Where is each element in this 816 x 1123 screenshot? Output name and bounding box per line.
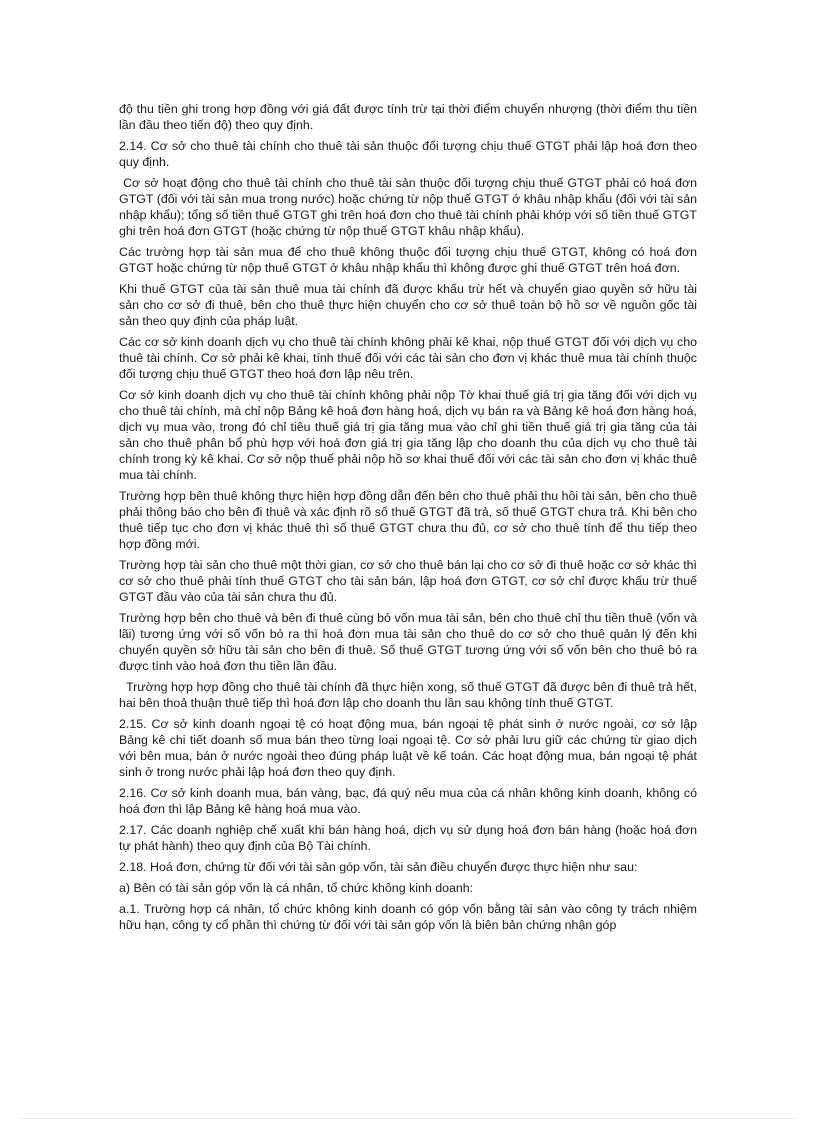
paragraph-9: Trường hợp tài sản cho thuê một thời gian, cơ sở cho thuê bán lại cho cơ sở đi thuê hoặc cơ sở khác thì cơ sở cho thuê phải tính thuế GTGT cho tài sản bán, lập hoá đơn GTGT, cơ sở chỉ được khấu trừ thuế GTGT đầu vào của tài sản chưa thu đủ. xyxy=(119,558,701,604)
page-bottom-divider xyxy=(20,1118,796,1119)
document-page xyxy=(119,101,701,938)
paragraph-10: Trường hợp bên cho thuê và bên đi thuê cùng bỏ vốn mua tài sản, bên cho thuê chỉ thu tiền thuê (vốn và lãi) tương ứng với số vốn bỏ ra thì hoá đơn mua tài sản cho thuê do cơ sở cho thuê quản lý đến khi chuyển quyền sở hữu tài sản cho bên đi thuê. Số thuế GTGT tương ứng với số vốn bên cho thuê bỏ ra được tính vào hoá đơn thu tiền lần đầu. xyxy=(119,611,701,673)
paragraph-2-14: 2.14. Cơ sở cho thuê tài chính cho thuê tài sản thuộc đối tượng chịu thuế GTGT phải lập hoá đơn theo quy định. xyxy=(119,139,701,169)
paragraph-4: Các trường hợp tài sản mua để cho thuê không thuộc đối tượng chịu thuế GTGT, không có hoá đơn GTGT hoặc chứng từ nộp thuế GTGT ở khâu nhập khẩu thì không được ghi thuế GTGT trên hoá đơn. xyxy=(119,245,701,275)
paragraph-3: Cơ sở hoạt động cho thuê tài chính cho thuê tài sản thuộc đối tượng chịu thuế GTGT phải có hoá đơn GTGT (đối với tài sản mua trong nước) hoặc chứng từ nộp thuế GTGT ở khâu nhập khẩu (đối với tài sản nhập khẩu); tổng số tiền thuế GTGT ghi trên hoá đơn cho thuê tài chính phải khớp với số tiền thuế GTGT ghi trên hoá đơn GTGT (hoặc chứng từ nộp thuế GTGT khâu nhập khẩu). xyxy=(119,176,701,238)
paragraph-11: Trường hợp hợp đồng cho thuê tài chính đã thực hiện xong, số thuế GTGT đã được bên đi thuê trả hết, hai bên thoả thuận thuê tiếp thì hoá đơn lập cho doanh thu lần sau không tính thuế GTGT. xyxy=(119,680,701,710)
paragraph-2-18: 2.18. Hoá đơn, chứng từ đối với tài sản góp vốn, tài sản điều chuyển được thực hiện như sau: xyxy=(119,860,638,874)
paragraph-6: Các cơ sở kinh doanh dịch vụ cho thuê tài chính không phải kê khai, nộp thuế GTGT đối với dịch vụ cho thuê tài chính. Cơ sở phải kê khai, tính thuế đối với các tài sản cho đơn vị khác thuê mua tài chính thuộc đối tượng chịu thuế GTGT theo hoá đơn lập nêu trên. xyxy=(119,335,701,381)
paragraph-2-17: 2.17. Các doanh nghiệp chế xuất khi bán hàng hoá, dịch vụ sử dụng hoá đơn bán hàng (hoặc hoá đơn tự phát hành) theo quy định của Bộ Tài chính. xyxy=(119,823,701,853)
paragraph-1: độ thu tiền ghi trong hợp đồng với giá đất được tính trừ tại thời điểm chuyển nhượng (thời điểm thu tiền lần đầu theo tiến độ) theo quy định. xyxy=(119,102,701,132)
paragraph-5: Khi thuế GTGT của tài sản thuê mua tài chính đã được khấu trừ hết và chuyển giao quyền sở hữu tài sản cho cơ sở đi thuê, bên cho thuê thực hiện chuyển cho cơ sở thuê toàn bộ hồ sơ về nguồn gốc tài sản theo quy định của pháp luật. xyxy=(119,282,701,328)
paragraph-2-15: 2.15. Cơ sở kinh doanh ngoại tệ có hoạt động mua, bán ngoại tệ phát sinh ở nước ngoài, cơ sở lập Bảng kê chi tiết doanh số mua bán theo từng loại ngoại tệ. Cơ sở phải lưu giữ các chứng từ giao dịch với bên mua, bán ở nước ngoài theo đúng pháp luật về kế toán. Các hoạt động mua, bán ngoại tệ phát sinh ở trong nước phải lập hoá đơn theo quy định. xyxy=(119,717,701,779)
paragraph-2-16: 2.16. Cơ sở kinh doanh mua, bán vàng, bạc, đá quý nếu mua của cá nhân không kinh doanh, không có hoá đơn thì lập Bảng kê hàng hoá mua vào. xyxy=(119,786,701,816)
paragraph-a-1: a.1. Trường hợp cá nhân, tổ chức không kinh doanh có góp vốn bằng tài sản vào công ty trách nhiệm hữu hạn, công ty cổ phần thì chứng từ đối với tài sản góp vốn là biên bản chứng nhận góp xyxy=(119,902,701,932)
paragraph-8: Trường hợp bên thuê không thực hiện hợp đồng dẫn đến bên cho thuê phải thu hồi tài sản, bên cho thuê phải thông báo cho bên đi thuê và xác định rõ số thuế GTGT đã trả, số thuế GTGT chưa trả. Khi bên cho thuê tiếp tục cho đơn vị khác thuê thì số thuế GTGT chưa thu đủ, cơ sở cho thuê tính để thu tiếp theo hợp đồng mới. xyxy=(119,489,701,551)
paragraph-7: Cơ sở kinh doanh dịch vụ cho thuê tài chính không phải nộp Tờ khai thuế giá trị gia tăng đối với dịch vụ cho thuê tài chính, mà chỉ nộp Bảng kê hoá đơn hàng hoá, dịch vụ bán ra và Bảng kê hoá đơn hàng hoá, dịch vụ mua vào, trong đó chỉ tiêu thuế giá trị gia tăng mua vào chỉ ghi tiền thuế giá trị gia tăng của tài sản cho thuê phân bổ phù hợp với hoá đơn giá trị gia tăng lập cho doanh thu của dịch vụ cho thuê tài chính trong kỳ kê khai. Cơ sở nộp thuế phải nộp hồ sơ khai thuế đối với các tài sản cho đơn vị khác thuê mua tài chính. xyxy=(119,388,701,482)
paragraph-a: a) Bên có tài sản góp vốn là cá nhân, tổ chức không kinh doanh: xyxy=(119,881,474,895)
